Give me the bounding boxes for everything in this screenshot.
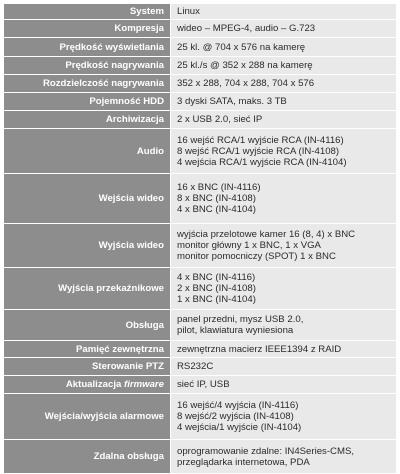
value-line: oprogramowanie zdalne: IN4Series-CMS, (177, 445, 355, 457)
value-line: 16 x BNC (IN-4116) (177, 182, 261, 193)
value-line: wyjścia przelotowe kamer 16 (8, 4) x BNC (177, 229, 356, 240)
row-value (171, 440, 397, 474)
row-value (171, 20, 397, 38)
row-value (171, 268, 397, 310)
value-line: pilot, klawiatura wyniesiona (177, 325, 294, 336)
row-label: Wyjścia wideo (4, 224, 171, 268)
row-value (171, 129, 397, 174)
row-value (171, 394, 397, 440)
value-line: 25 kl. @ 704 x 576 na kamerę (177, 41, 306, 53)
table-row (4, 310, 397, 341)
row-value (171, 174, 397, 224)
row-label: Wyjścia przekaźnikowe (4, 268, 171, 310)
table-row (4, 376, 397, 394)
row-value (171, 111, 397, 129)
value-line: 3 dyski SATA, maks. 3 TB (177, 96, 287, 107)
row-label: Pamięć zewnętrzna (4, 341, 171, 358)
row-label: Wejścia wideo (4, 174, 171, 224)
table-row (4, 57, 397, 75)
row-label: Kompresja (4, 20, 171, 38)
table-row (4, 20, 397, 38)
value-line: monitor główny 1 x BNC, 1 x VGA (177, 240, 321, 251)
row-label: Wejścia/wyjścia alarmowe (4, 394, 171, 440)
value-line: Linux (177, 6, 200, 17)
row-label: System (4, 4, 171, 20)
table-row (4, 75, 397, 93)
value-line: monitor pomocniczy (SPOT) 1 x BNC (177, 251, 336, 262)
table-row (4, 341, 397, 358)
table-row (4, 38, 397, 57)
value-line: 4 wejścia/1 wyjście (IN-4104) (177, 422, 302, 433)
value-line: 1 x BNC (IN-4104) (177, 294, 256, 305)
value-line: przeglądarka internetowa, PDA (177, 456, 310, 468)
row-label: Pojemność HDD (4, 93, 171, 111)
row-value (171, 93, 397, 111)
value-line: 16 wejść/4 wyjścia (IN-4116) (177, 400, 299, 411)
row-label: Prędkość nagrywania (4, 57, 171, 75)
value-line: 8 x BNC (IN-4108) (177, 193, 256, 204)
row-value (171, 38, 397, 57)
table-row (4, 268, 397, 310)
row-value (171, 224, 397, 268)
row-label: Zdalna obsługa (4, 440, 171, 474)
row-label: Rozdzielczość nagrywania (4, 75, 171, 93)
row-value (171, 57, 397, 75)
row-label: Obsługa (4, 310, 171, 341)
value-line: 8 wejść RCA/1 wyjście RCA (IN-4108) (177, 145, 340, 157)
row-label: Archiwizacja (4, 111, 171, 129)
row-label: Prędkość wyświetlania (4, 38, 171, 57)
value-line: 4 x BNC (IN-4104) (177, 204, 256, 215)
row-value (171, 310, 397, 341)
table-row (4, 111, 397, 129)
value-line: panel przedni, mysz USB 2.0, (177, 314, 304, 325)
value-line: 2 x USB 2.0, sieć IP (177, 114, 263, 125)
table-row (4, 129, 397, 174)
row-label (4, 376, 171, 394)
value-line: 8 wejść/2 wyjścia (IN-4108) (177, 411, 294, 422)
value-line: 16 wejść RCA/1 wyjście RCA (IN-4116) (177, 134, 344, 146)
value-line: 25 kl./s @ 352 x 288 na kamerę (177, 60, 313, 71)
table-row (4, 174, 397, 224)
value-line: zewnętrzna macierz IEEE1394 z RAID (177, 343, 342, 355)
label-prefix: Aktualizacja (65, 379, 122, 390)
label-emphasis: firmware (124, 379, 164, 390)
table-row (4, 358, 397, 376)
row-label: Audio (4, 129, 171, 174)
row-value (171, 4, 397, 20)
table-row (4, 224, 397, 268)
value-line: sieć IP, USB (177, 379, 230, 390)
value-line: 4 wejścia RCA/1 wyjście RCA (IN-4104) (177, 156, 347, 168)
row-value (171, 75, 397, 93)
row-value (171, 358, 397, 376)
table-row (4, 4, 397, 20)
value-line: wideo – MPEG-4, audio – G.723 (177, 23, 316, 34)
table-row (4, 93, 397, 111)
row-value (171, 341, 397, 358)
value-line: 2 x BNC (IN-4108) (177, 283, 256, 294)
value-line: 352 x 288, 704 x 288, 704 x 576 (177, 78, 315, 89)
spec-table (3, 3, 397, 474)
table-row (4, 440, 397, 474)
value-line: RS232C (177, 361, 214, 372)
row-value (171, 376, 397, 394)
row-label: Sterowanie PTZ (4, 358, 171, 376)
table-row (4, 394, 397, 440)
value-line: 4 x BNC (IN-4116) (177, 272, 256, 283)
